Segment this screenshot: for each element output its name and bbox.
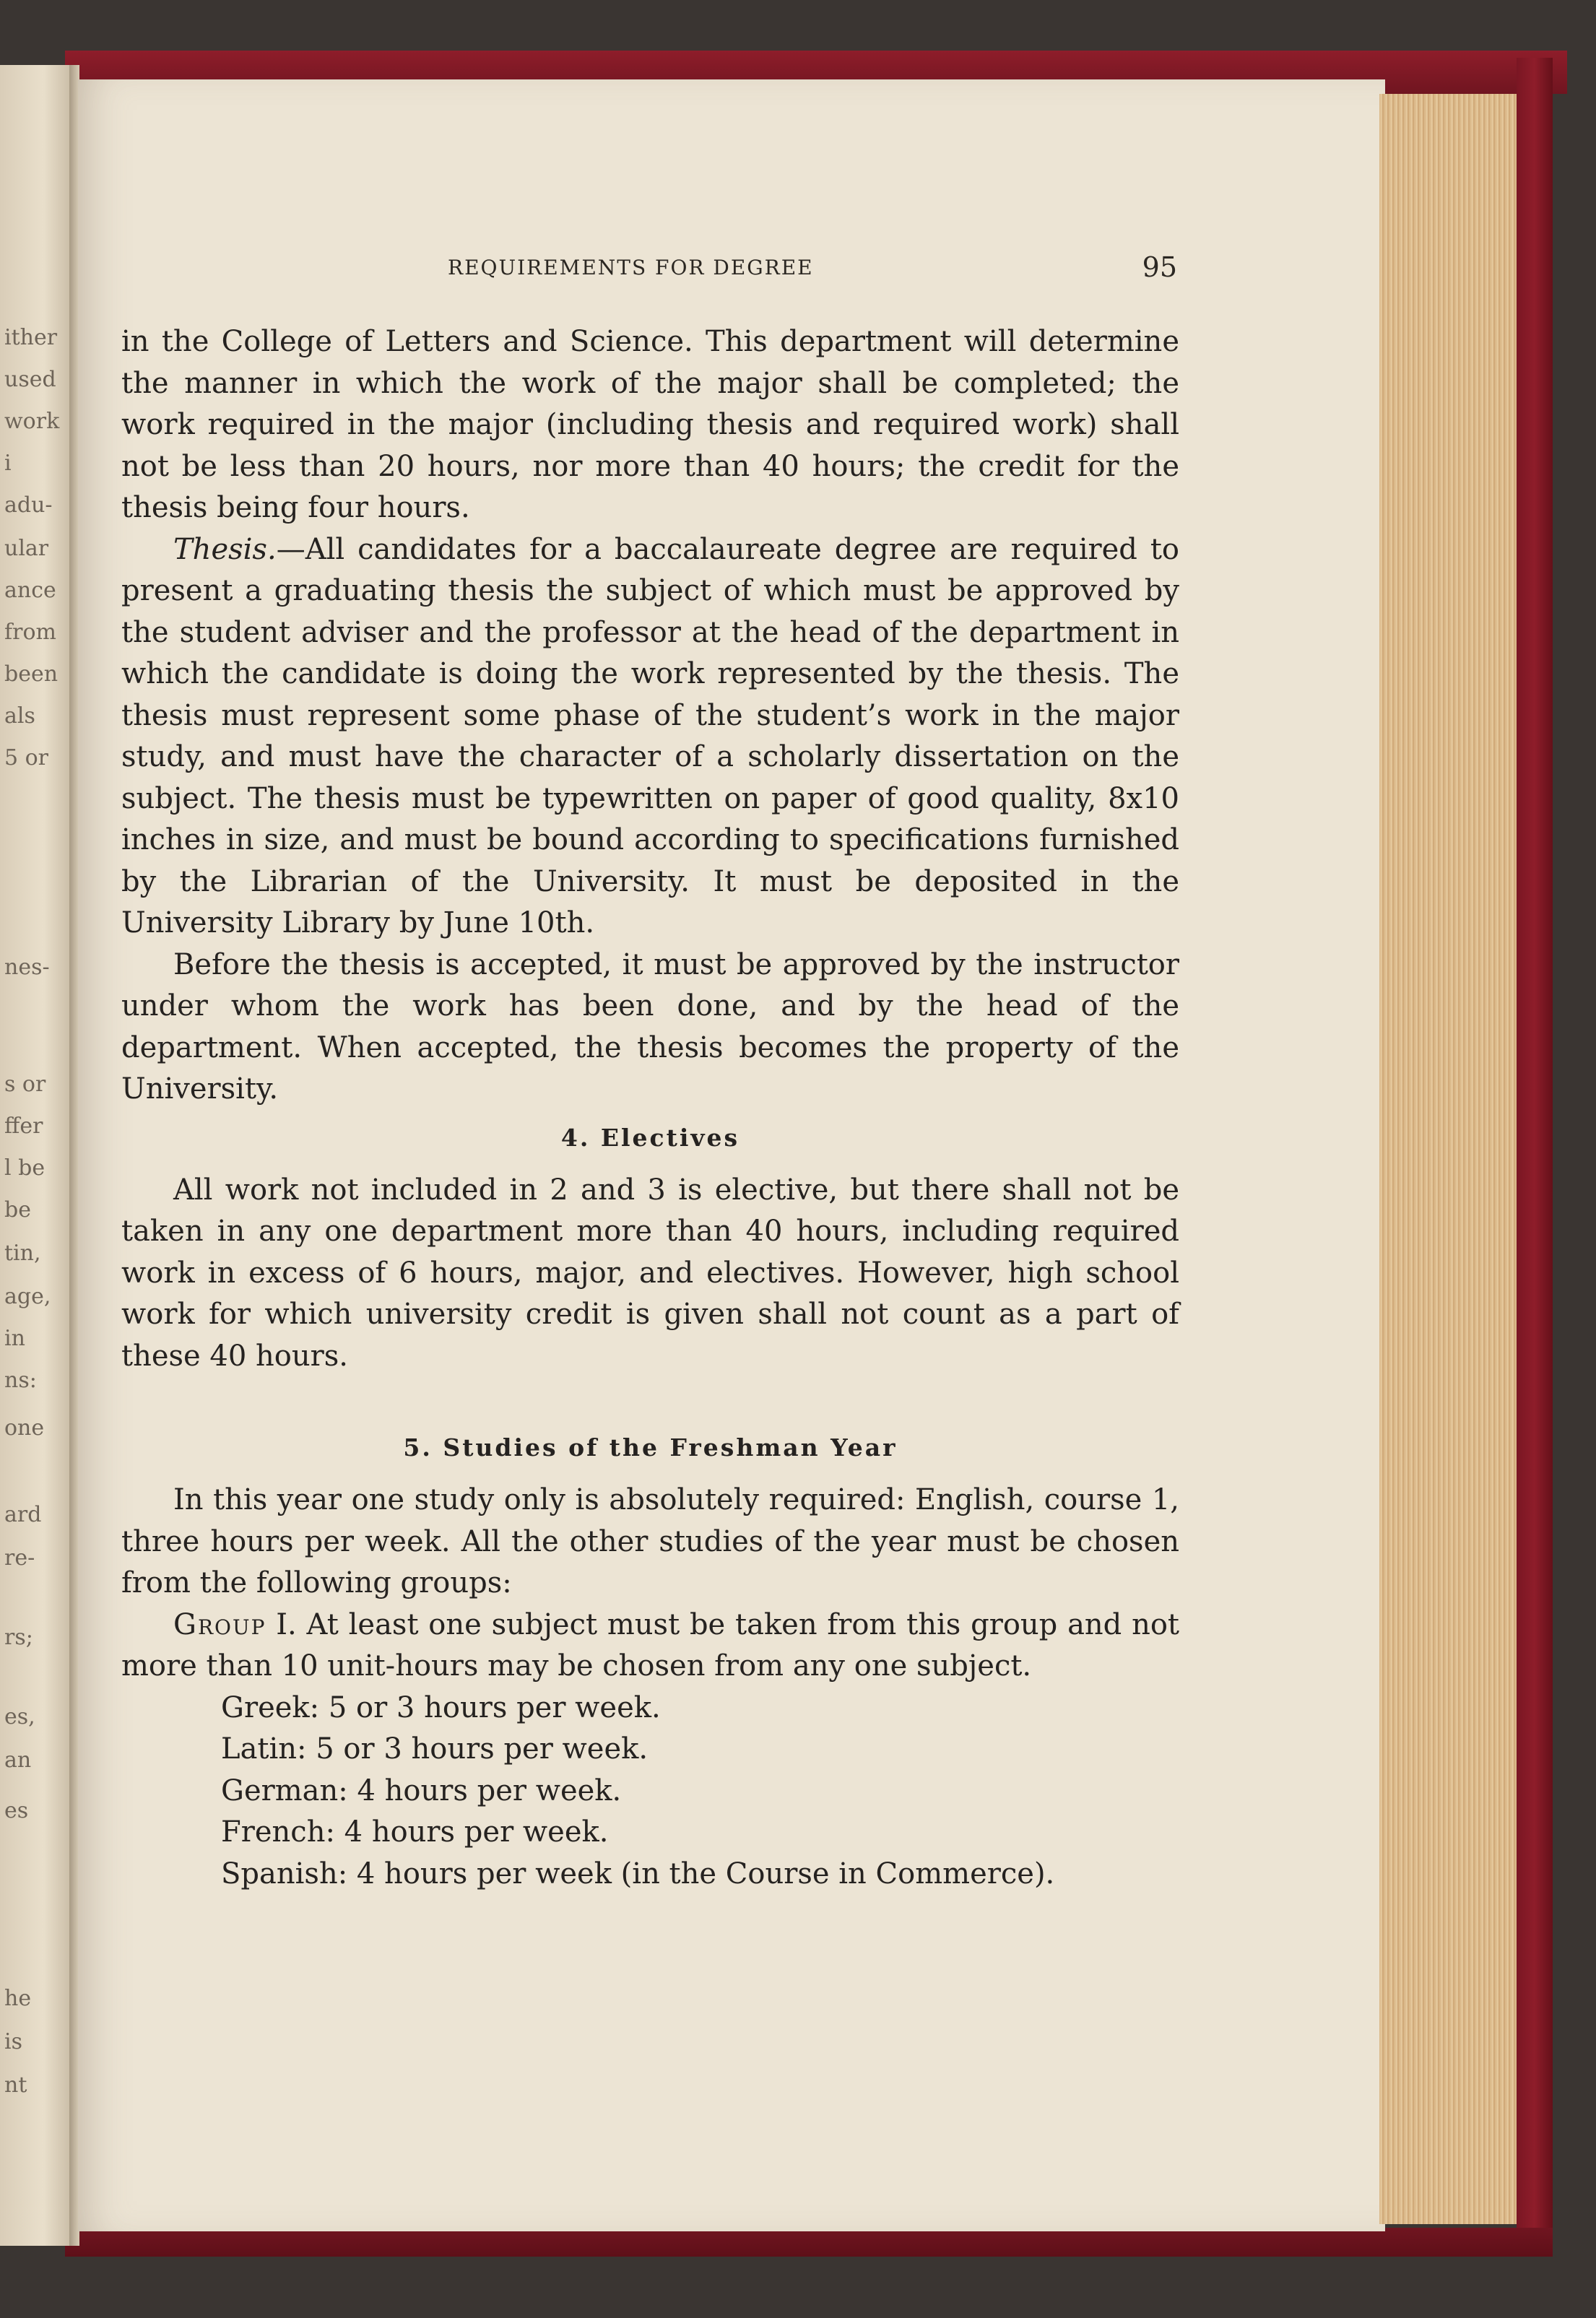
- facing-page-fragment: nt: [4, 2072, 27, 2098]
- thesis-label: Thesis.: [173, 532, 277, 566]
- facing-page-fragment: ither: [4, 325, 58, 350]
- page-edges: [1379, 94, 1517, 2224]
- section-heading-freshman-year: 5. Studies of the Freshman Year: [403, 1433, 898, 1462]
- group-number: I.: [266, 1607, 297, 1641]
- facing-page-fragment: one: [4, 1415, 45, 1441]
- facing-page-fragment: ular: [4, 536, 49, 561]
- facing-page-fragment: ffer: [4, 1114, 43, 1139]
- facing-page-fragment: ard: [4, 1502, 42, 1527]
- facing-page-fragment: in: [4, 1326, 25, 1351]
- paragraph-thesis: [121, 529, 1179, 945]
- facing-page-fragment: tin,: [4, 1241, 41, 1266]
- facing-page-fragment: been: [4, 661, 58, 687]
- facing-page-fragment: s or: [4, 1072, 46, 1097]
- facing-page-fragment: i: [4, 451, 12, 476]
- list-item: Spanish: 4 hours per week (in the Course in Commerce).: [221, 1857, 1055, 1891]
- facing-page-fragment: used: [4, 367, 56, 392]
- facing-page-fragment: ns:: [4, 1368, 37, 1393]
- facing-page-fragment: es,: [4, 1704, 35, 1729]
- book-cover-bottom: [65, 2228, 1553, 2257]
- page-number: 95: [1142, 251, 1177, 283]
- section-heading-electives: 4. Electives: [560, 1123, 740, 1152]
- facing-page-fragment: es: [4, 1798, 29, 1823]
- facing-page-fragment: re-: [4, 1545, 35, 1571]
- running-head: REQUIREMENTS FOR DEGREE: [448, 256, 814, 279]
- list-item: German: 4 hours per week.: [221, 1774, 622, 1807]
- list-item: French: 4 hours per week.: [221, 1815, 609, 1849]
- list-item: Latin: 5 or 3 hours per week.: [221, 1732, 649, 1766]
- page-body: [121, 321, 1179, 1895]
- facing-page-fragment: ance: [4, 578, 56, 603]
- facing-page-fragment: als: [4, 703, 35, 729]
- facing-page-fragment: he: [4, 1986, 32, 2011]
- group-label: Group: [173, 1607, 266, 1641]
- language-list: [221, 1688, 1179, 1896]
- facing-page-fragment: adu-: [4, 492, 53, 518]
- facing-page-fragment: is: [4, 2029, 22, 2054]
- paragraph-major: in the College of Letters and Science. This department will determine the manner in which the work of the major shall be completed; the work required in the major (including thesis and required work) shall not be less than 20 hours, nor more than 40 hours; the credit for the thesis being four hours.: [121, 325, 1179, 524]
- paragraph-freshman-intro: In this year one study only is absolutely required: English, course 1, three hours per week. All the other studies of the year must be chosen from the following groups:: [121, 1483, 1179, 1599]
- facing-page-fragment: work: [4, 409, 60, 434]
- paragraph-electives: All work not included in 2 and 3 is elective, but there shall not be taken in any one department more than 40 hours, including required work in excess of 6 hours, major, and electives. However, high school work for which university credit is given shall not count as a part of these 40 hours.: [121, 1173, 1179, 1373]
- list-item: Greek: 5 or 3 hours per week.: [221, 1690, 661, 1724]
- facing-page-fragment: nes-: [4, 955, 50, 980]
- facing-page-fragment: an: [4, 1748, 32, 1773]
- page-header: [448, 251, 1177, 287]
- facing-page-fragment: 5 or: [4, 745, 49, 771]
- facing-page-fragment: from: [4, 620, 56, 645]
- paragraph-group-one: [121, 1605, 1179, 1688]
- facing-page-fragment: be: [4, 1197, 31, 1223]
- facing-page-fragment: l be: [4, 1155, 45, 1181]
- group-text: At least one subject must be taken from this group and not more than 10 unit-hours may be chosen from any one subject.: [121, 1607, 1179, 1683]
- facing-page-fragment: age,: [4, 1284, 51, 1309]
- facing-page-fragment: rs;: [4, 1625, 33, 1650]
- book-cover-spine-right: [1517, 58, 1553, 2253]
- paragraph-thesis-acceptance: Before the thesis is accepted, it must be approved by the instructor under whom the work has been done, and by the head of the department. When accepted, the thesis becomes the property of the University.: [121, 947, 1179, 1106]
- facing-page-edge: [0, 65, 72, 2246]
- thesis-text: —All candidates for a baccalaureate degree are required to present a graduating thesis the subject of which must be approved by the student adviser and the professor at the head of the department in which the candidate is doing the work represented by the thesis. The thesis must represent some phase of the student’s work in the major study, and must have the character of a scholarly dissertation on the subject. The thesis must be typewritten on paper of good quality, 8x10 inches in size, and must be bound according to specifications furnished by the Librarian of the University. It must be deposited in the University Library by June 10th.: [121, 532, 1179, 939]
